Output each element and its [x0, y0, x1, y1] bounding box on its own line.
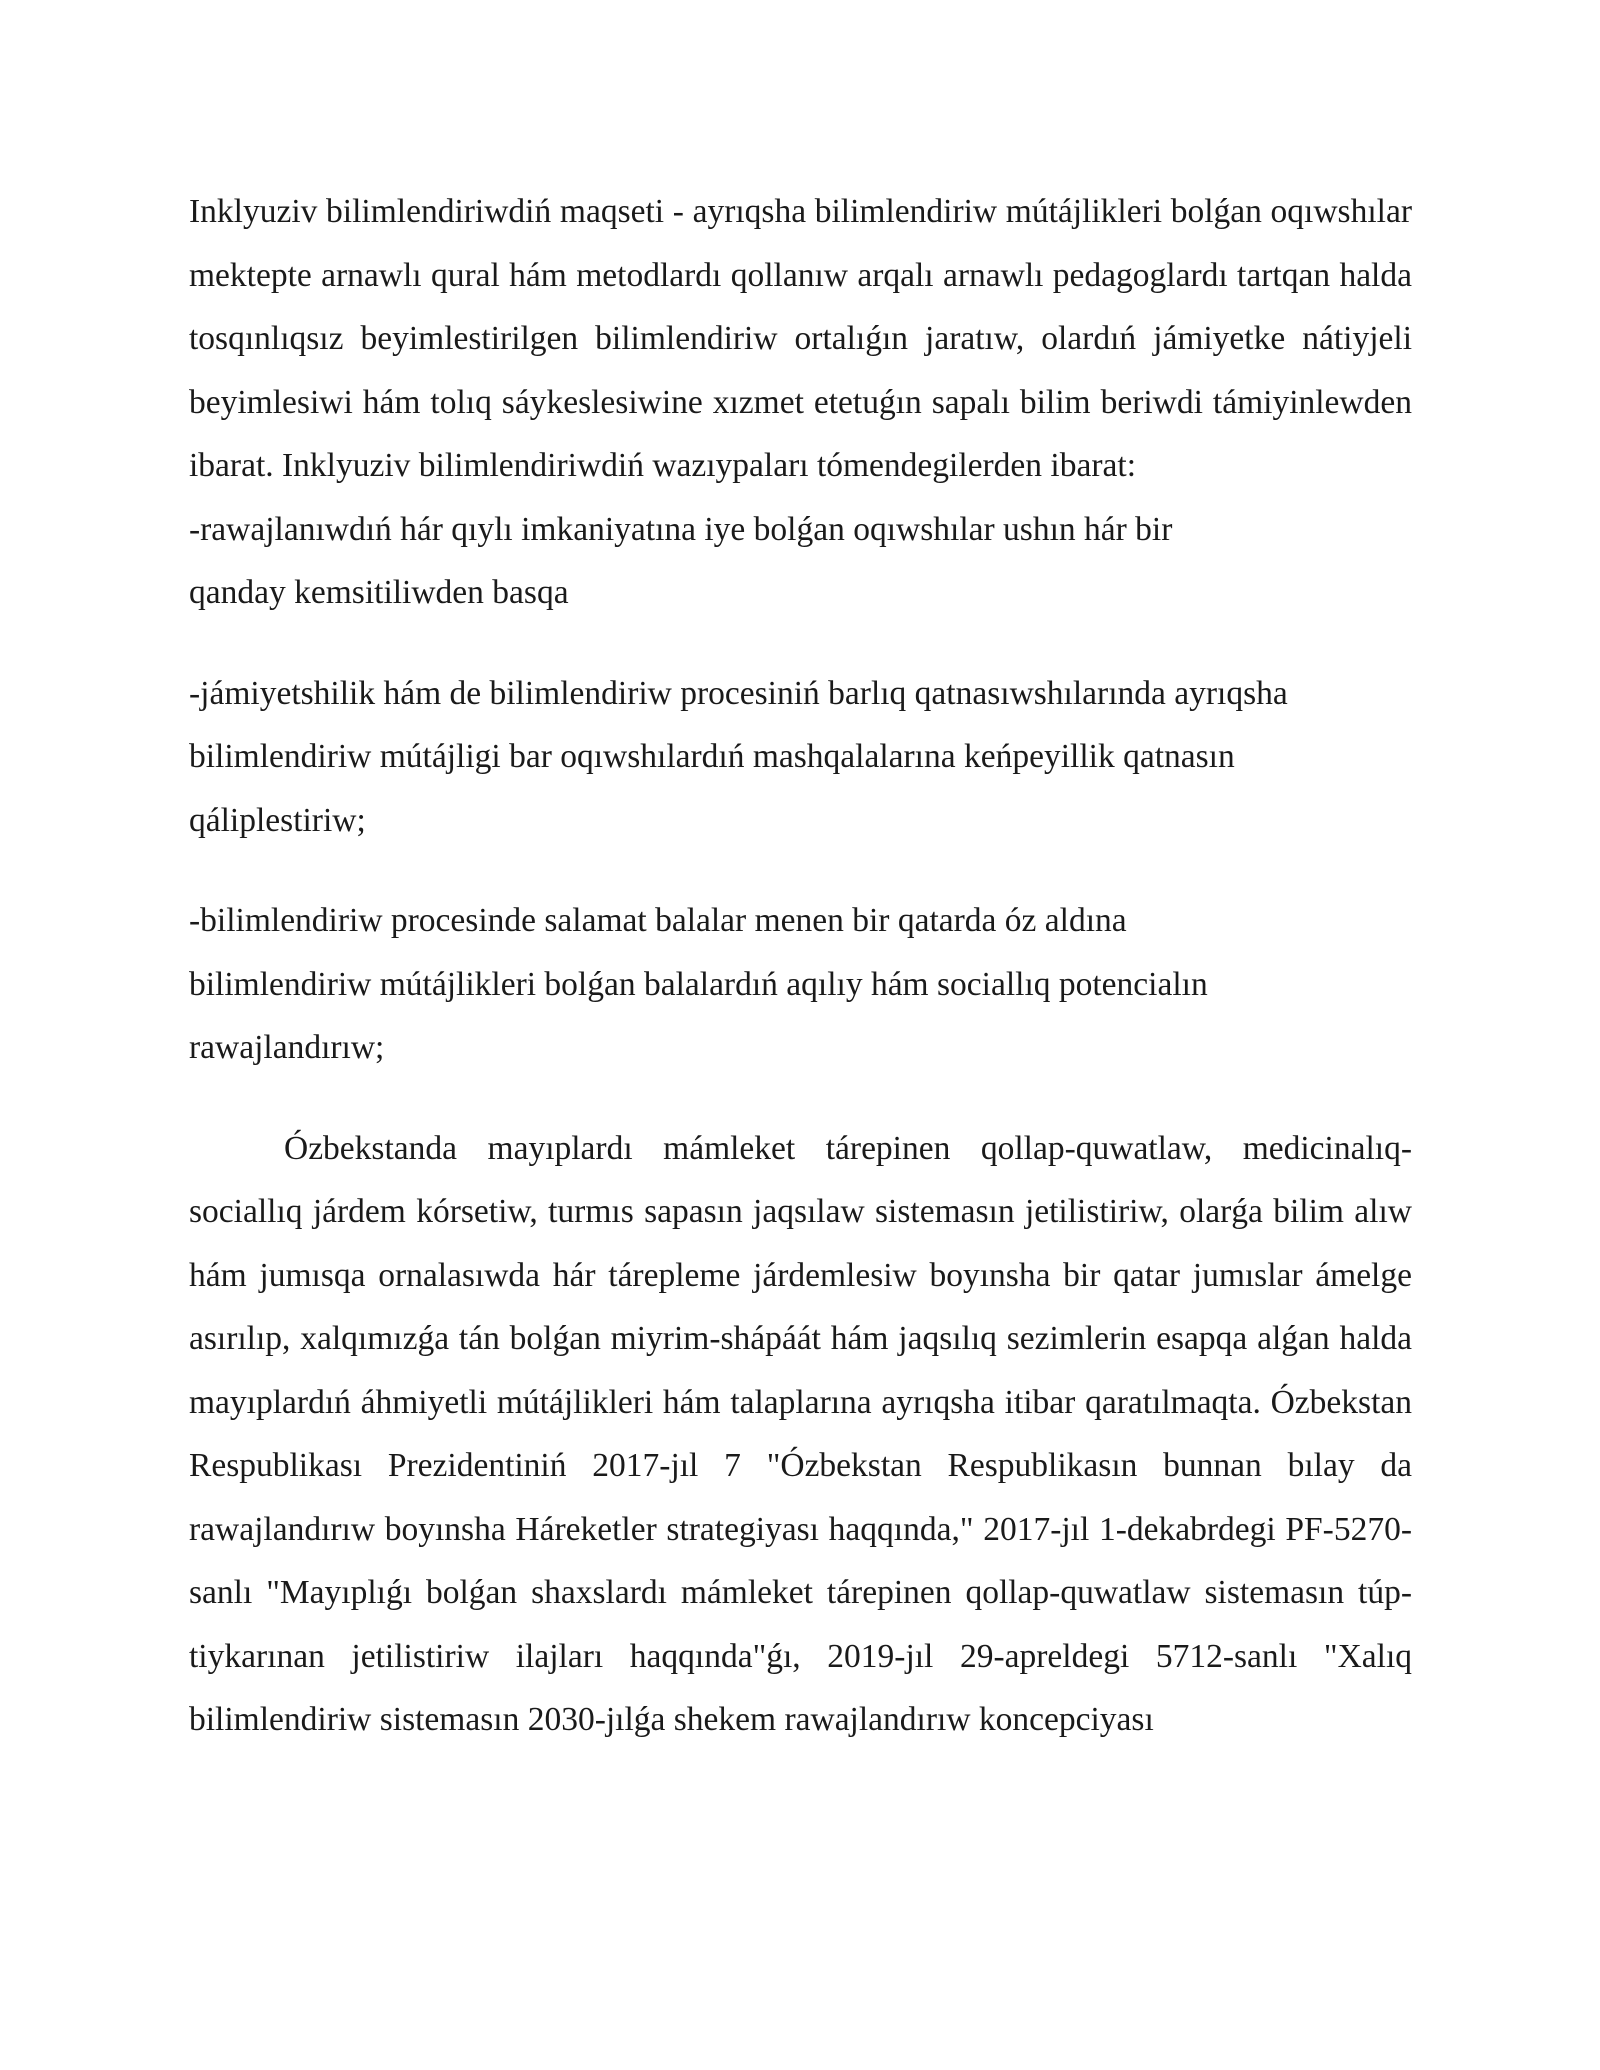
list-item-no-discrimination	[189, 498, 1412, 625]
paragraph-uzbekistan-disability-support: Ózbekstanda mayıplardı mámleket tárepinen qollap-quwatlaw, medicinalıq-sociallıq járdem kórsetiw, turmıs sapasın jaqsılaw sistemasın jetilistiriw, olarǵa bilim alıw hám jumısqa ornalasıwda hár tárepleme járdemlesiw boyınsha bir qatar jumıslar ámelge asırılıp, xalqımızǵa tán bolǵan miyrim-shápáát hám jaqsılıq sezimlerin esapqa alǵan halda mayıplardıń áhmiyetli mútájlikleri hám talaplarına ayrıqsha itibar qaratılmaqta. Ózbekstan Respublikası Prezidentiniń 2017-jıl 7 "Ózbekstan Respublikasın bunnan bılay da rawajlandırıw boyınsha Háreketler strategiyası haqqında," 2017-jıl 1-dekabrdegi PF-5270-sanlı "Mayıplıǵı bolǵan shaxslardı mámleket tárepinen qollap-quwatlaw sistemasın túp-tiykarınan jetilistiriw ilajları haqqında"ǵı, 2019-jıl 29-apreldegi 5712-sanlı "Xalıq bilimlendiriw sistemasın 2030-jılǵa shekem rawajlandırıw koncepciyası	[189, 1129, 1412, 1738]
paragraph-inclusive-education-goal: Inklyuziv bilimlendiriwdiń maqseti - ayrıqsha bilimlendiriw mútájlikleri bolǵan oqıwshılar mektepte arnawlı qural hám metodlardı qollanıw arqalı arnawlı pedagoglardı tartqan halda tosqınlıqsız beyimlestirilgen bilimlendiriw ortalıǵın jaratıw, olardıń jámiyetke nátiyjeli beyimlesiwi hám tolıq sáykeslesiwine xızmet etetuǵın sapalı bilim beriwdi támiyinlewden ibarat. Inklyuziv bilimlendiriwdiń wazıypaları tómendegilerden ibarat:	[189, 193, 1412, 484]
text-line: -rawajlanıwdıń hár qıylı imkaniyatına iye bolǵan oqıwshılar ushın hár bir	[189, 510, 1173, 548]
list-item-develop-potential	[189, 889, 1412, 1080]
list-item-tolerant-attitude	[189, 662, 1412, 853]
text-line: qanday kemsitiliwden basqa	[189, 574, 569, 611]
text-line: -bilimlendiriw procesinde salamat balalar menen bir qatarda óz aldına	[189, 902, 1127, 939]
document-body	[189, 180, 1412, 1752]
text-line: -jámiyetshilik hám de bilimlendiriw procesiniń barlıq qatnasıwshılarında ayrıqsha	[189, 674, 1288, 712]
text-line: bilimlendiriw mútájlikleri bolǵan balalardıń aqılıy hám sociallıq potencialın	[189, 965, 1208, 1003]
text-line: qáliplestiriw;	[189, 801, 366, 839]
text-line: rawajlandırıw;	[189, 1029, 385, 1066]
text-line: bilimlendiriw mútájligi bar oqıwshılardıń mashqalalarına keńpeyillik qatnasın	[189, 738, 1235, 775]
